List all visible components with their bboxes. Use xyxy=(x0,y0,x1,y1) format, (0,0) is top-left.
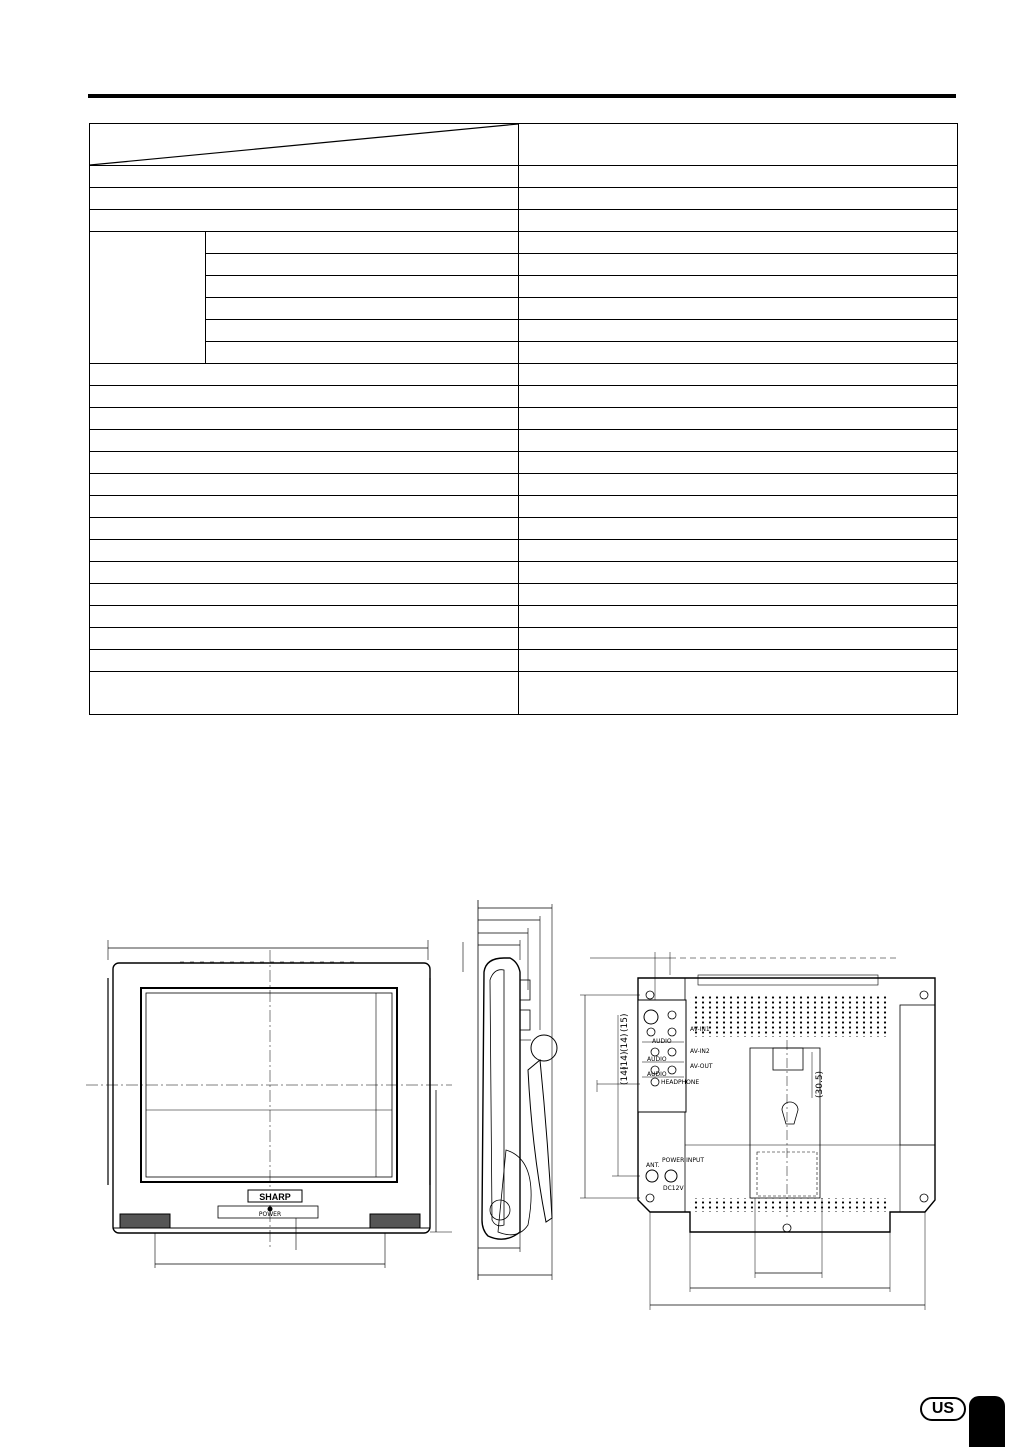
table-row xyxy=(90,584,958,606)
audio-label-2: AUDIO xyxy=(647,1056,667,1063)
table-row xyxy=(90,232,958,254)
headphone-label: HEADPHONE xyxy=(661,1079,700,1086)
group-label-cell xyxy=(90,232,206,364)
audio-label-3: AUDIO xyxy=(647,1071,667,1078)
specifications-table xyxy=(89,123,958,715)
brand-logo: SHARP xyxy=(259,1192,291,1202)
table-row xyxy=(90,386,958,408)
header-rule xyxy=(88,94,956,98)
side-view-drawing xyxy=(463,900,557,1280)
table-row xyxy=(90,628,958,650)
table-row xyxy=(90,342,958,364)
header-diagonal-cell xyxy=(90,124,519,166)
table-row xyxy=(90,452,958,474)
av-in-2-label: AV-IN2 xyxy=(690,1048,710,1055)
table-row xyxy=(90,606,958,628)
table-row xyxy=(90,320,958,342)
table-row xyxy=(90,474,958,496)
table-header-row xyxy=(90,124,958,166)
table-row xyxy=(90,166,958,188)
table-row xyxy=(90,254,958,276)
dimension-drawings xyxy=(0,890,1027,1320)
power-input-label: POWER INPUT xyxy=(662,1157,705,1164)
table-row xyxy=(90,364,958,386)
dim-14c-label: (14) xyxy=(620,1066,630,1085)
table-row xyxy=(90,276,958,298)
ant-label: ANT. xyxy=(646,1162,660,1169)
av-in-1-label: AV-IN1 xyxy=(690,1026,710,1033)
table-row xyxy=(90,650,958,672)
table-row xyxy=(90,496,958,518)
dc-label: DC12V xyxy=(663,1185,684,1192)
dim-15-label: (15) xyxy=(620,1013,630,1032)
power-label: POWER xyxy=(258,1211,282,1218)
table-row xyxy=(90,562,958,584)
region-badge: US xyxy=(920,1397,966,1421)
page-tab xyxy=(969,1396,1005,1447)
front-view-drawing xyxy=(86,940,452,1268)
dim-30-5-label: (30.5) xyxy=(815,1070,825,1098)
audio-label-1: AUDIO xyxy=(652,1038,672,1045)
av-out-label: AV-OUT xyxy=(690,1063,713,1070)
table-row xyxy=(90,518,958,540)
table-row xyxy=(90,298,958,320)
rear-view-drawing xyxy=(580,952,935,1310)
table-row xyxy=(90,430,958,452)
table-row xyxy=(90,408,958,430)
table-row xyxy=(90,210,958,232)
dim-14a-label: (14) xyxy=(620,1033,630,1052)
header-value-cell xyxy=(519,124,958,166)
table-row xyxy=(90,540,958,562)
table-row xyxy=(90,188,958,210)
dim-14b-label: (14) xyxy=(620,1051,630,1070)
table-row xyxy=(90,672,958,715)
